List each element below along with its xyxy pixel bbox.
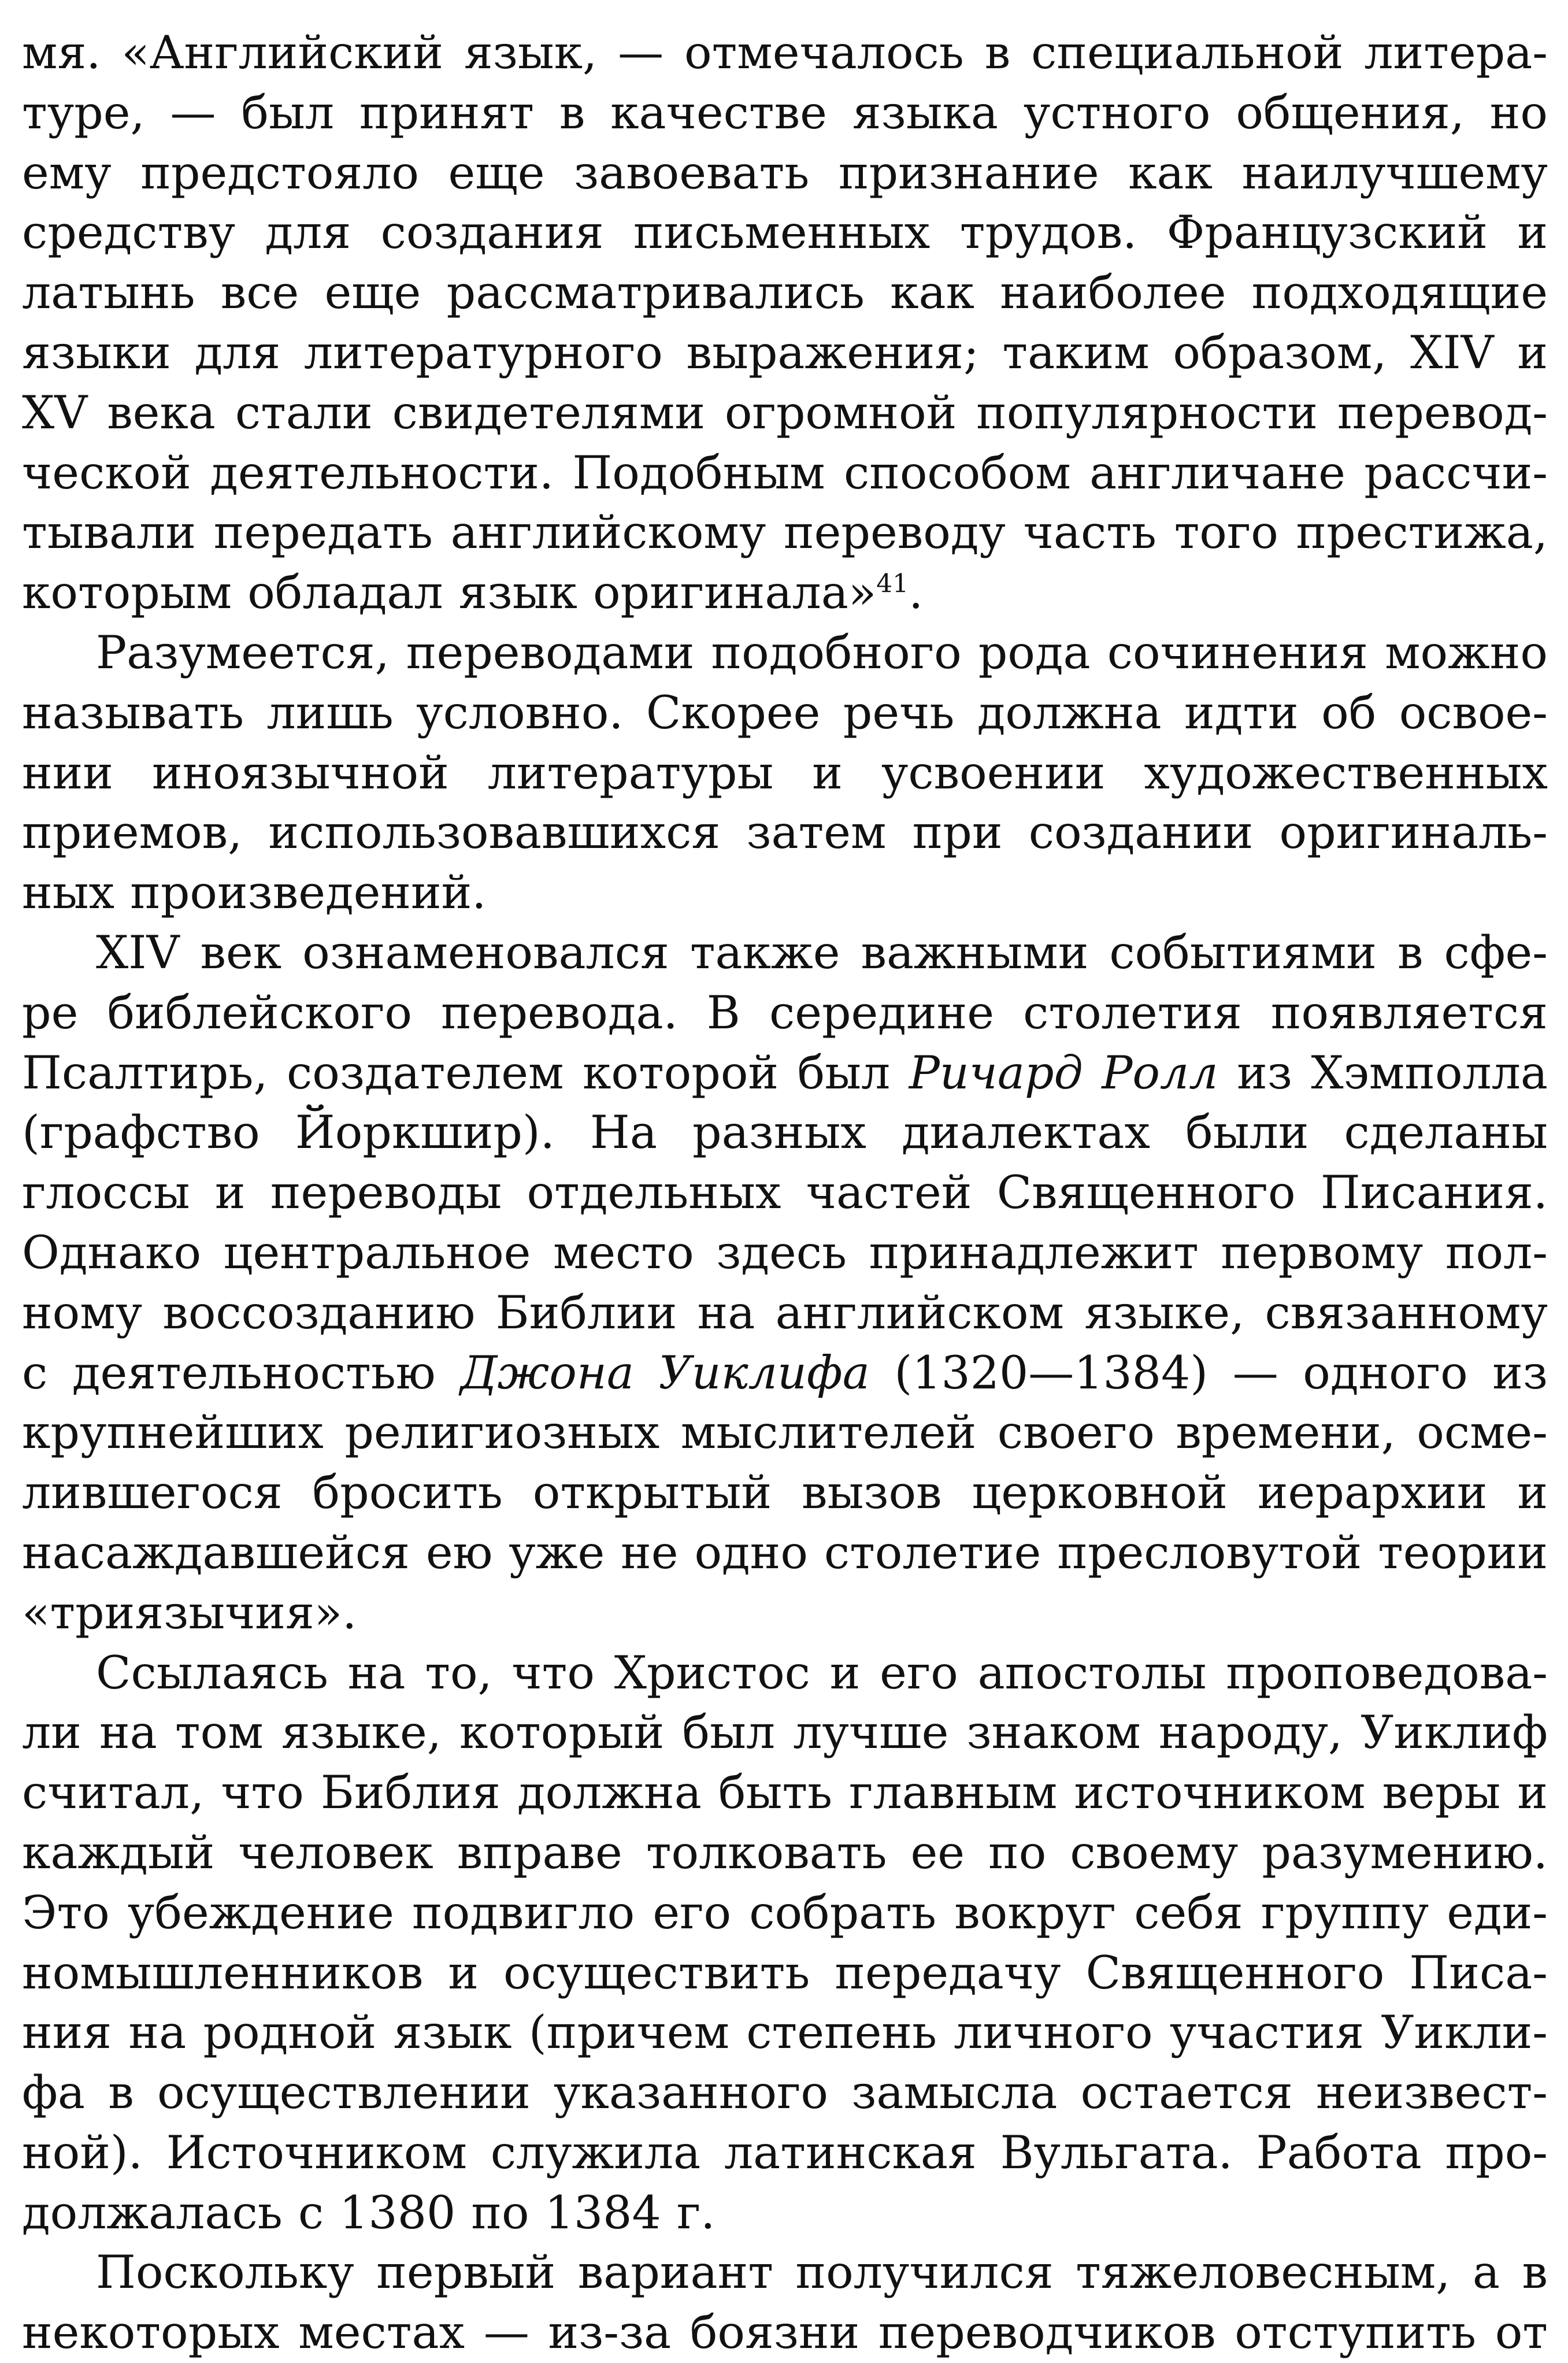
text-fragment: которым обладал язык оригинала» <box>22 566 877 620</box>
text-line: считал, что Библия должна быть главным источником веры и <box>22 1766 1548 1820</box>
text-line: ли на том языке, который был лучше знаком народу, Уиклиф <box>22 1706 1548 1760</box>
text-line: ему предстояло еще завоевать признание как наилучшему <box>22 146 1548 199</box>
text-fragment: из Хэмполла <box>1218 1046 1548 1099</box>
text-line: фа в осуществлении указанного замысла остается неизвест- <box>22 2066 1548 2120</box>
text-fragment: с деятельностью <box>22 1346 461 1399</box>
footnote-reference: 41 <box>876 569 909 599</box>
text-line: глоссы и переводы отдельных частей Священного Писания. <box>22 1166 1548 1220</box>
paragraph-1 <box>22 23 1548 623</box>
paragraph-5 <box>22 2243 1548 2363</box>
text-line: (графство Йоркшир). На разных диалектах были сделаны <box>22 1106 1548 1160</box>
text-line: насаждавшейся ею уже не одно столетие пресловутой теории <box>22 1525 1548 1579</box>
text-line: тывали передать английскому переводу часть того престижа, <box>22 506 1548 560</box>
text-line: крупнейших религиозных мыслителей своего времени, осме- <box>22 1406 1548 1460</box>
text-line: языки для литературного выражения; таким образом, XIV и <box>22 325 1548 379</box>
text-line: ному воссозданию Библии на английском языке, связанному <box>22 1286 1548 1339</box>
text-line <box>22 1343 1548 1403</box>
text-line: лившегося бросить открытый вызов церковной иерархии и <box>22 1466 1548 1520</box>
paragraph-3 <box>22 923 1548 1643</box>
text-line: ных произведений. <box>22 866 487 920</box>
text-line: средству для создания письменных трудов. Французский и <box>22 206 1548 260</box>
text-line <box>22 563 1548 623</box>
text-fragment: (1320—1384) — одного из <box>869 1346 1548 1399</box>
text-line: туре, — был принят в качестве языка устного общения, но <box>22 86 1548 139</box>
person-name: Ричард Ролл <box>909 1046 1218 1099</box>
text-line: должалась с 1380 по 1384 г. <box>22 2186 716 2239</box>
text-line: каждый человек вправе толковать ее по своему разумению. <box>22 1825 1548 1879</box>
text-fragment: Псалтирь, создателем которой был <box>22 1046 909 1099</box>
text-line: мя. «Английский язык, — отмечалось в специальной литера- <box>22 26 1548 79</box>
text-line: Это убеждение подвигло его собрать вокруг себя группу еди- <box>22 1886 1548 1939</box>
text-line: ния на родной язык (причем степень личного участия Уикли- <box>22 2006 1548 2060</box>
text-line: приемов, использовавшихся затем при создании оригиналь- <box>22 806 1548 860</box>
text-line: XIV век ознаменовался также важными событиями в сфе- <box>96 925 1548 979</box>
text-fragment: . <box>909 566 924 620</box>
text-line: ре библейского перевода. В середине столетия появляется <box>22 986 1548 1039</box>
text-line: ной). Источником служила латинская Вульгата. Работа про- <box>22 2125 1548 2179</box>
text-line: некоторых местах — из-за боязни переводчиков отступить от <box>22 2306 1548 2360</box>
text-line <box>22 1043 1548 1103</box>
text-line: номышленников и осуществить передачу Священного Писа- <box>22 1946 1548 1999</box>
text-line: Однако центральное место здесь принадлежит первому пол- <box>22 1225 1548 1279</box>
text-line: Разумеется, переводами подобного рода сочинения можно <box>96 625 1548 679</box>
text-line: ческой деятельности. Подобным способом англичане рассчи- <box>22 446 1548 499</box>
person-name: Джона Уиклифа <box>460 1346 870 1399</box>
text-line: «триязычия». <box>22 1586 357 1639</box>
text-line: XV века стали свидетелями огромной популярности перевод- <box>22 386 1548 439</box>
book-page <box>22 23 1548 2363</box>
paragraph-2 <box>22 623 1548 923</box>
text-line: латынь все еще рассматривались как наиболее подходящие <box>22 266 1548 320</box>
text-line: нии иноязычной литературы и усвоении художественных <box>22 746 1548 799</box>
text-line: Поскольку первый вариант получился тяжеловесным, а в <box>96 2246 1548 2299</box>
text-line: называть лишь условно. Скорее речь должна идти об освое- <box>22 686 1548 739</box>
text-line: Ссылаясь на то, что Христос и его апостолы проповедова- <box>96 1646 1548 1699</box>
paragraph-4 <box>22 1643 1548 2243</box>
